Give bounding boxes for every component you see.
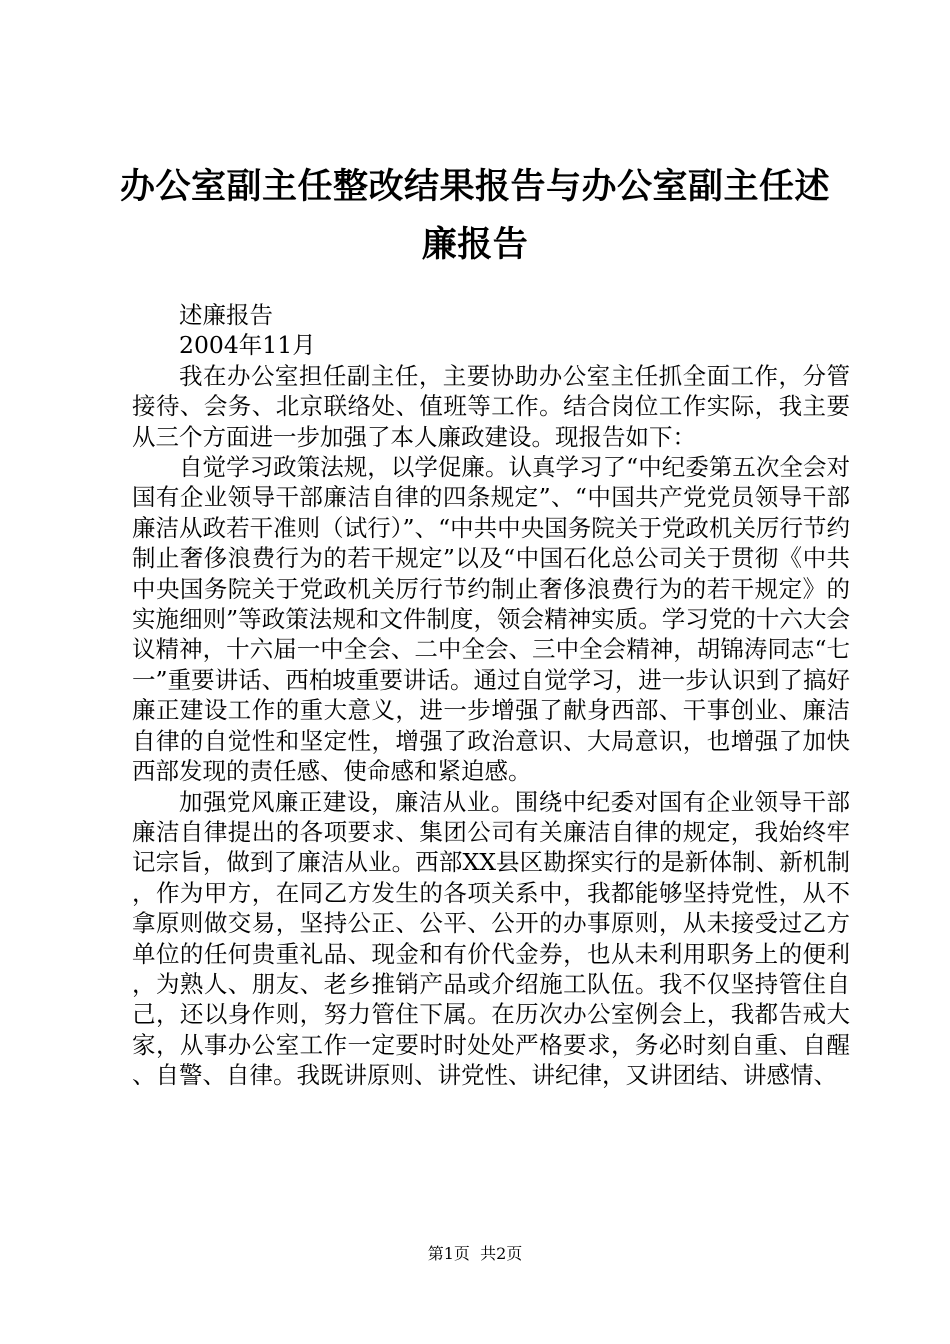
page-total: 共2页	[480, 1244, 523, 1263]
paragraph-integrity: 加强党风廉正建设，廉洁从业。围绕中纪委对国有企业领导干部廉洁自律提出的各项要求、集团公司有关廉洁自律的规定，我始终牢记宗旨，做到了廉洁从业。西部XX县区勘探实行的是新体制、新机制，作为甲方，在同乙方发生的各项关系中，我都能够坚持党性，从不拿原则做交易，坚持公正、公平、公开的办事原则，从未接受过乙方单位的任何贵重礼品、现金和有价代金券，也从未利用职务上的便利，为熟人、朋友、老乡推销产品或介绍施工队伍。我不仅坚持管住自己，还以身作则，努力管住下属。在历次办公室例会上，我都告戒大家，从事办公室工作一定要时时处处严格要求，务必时刻自重、自醒、自警、自律。我既讲原则、讲党性、讲纪律，又讲团结、讲感情、	[132, 787, 850, 1090]
report-subtitle: 述廉报告	[179, 301, 273, 329]
document-title: 办公室副主任整改结果报告与办公室副主任述廉报告	[119, 166, 830, 265]
paragraph-intro: 我在办公室担任副主任，主要协助办公室主任抓全面工作，分管接待、会务、北京联络处、值班等工作。结合岗位工作实际，我主要从三个方面进一步加强了本人廉政建设。现报告如下：	[132, 361, 850, 451]
document-body	[132, 300, 850, 1091]
footer-separator	[470, 1244, 480, 1263]
page-number: 第1页	[427, 1244, 470, 1263]
page-footer	[0, 1243, 950, 1265]
report-date: 2004年11月	[179, 331, 316, 360]
paragraph-study: 自觉学习政策法规，以学促廉。认真学习了“中纪委第五次全会对国有企业领导干部廉洁自律的四条规定”、“中国共产党党员领导干部廉洁从政若干准则（试行）”、“中共中央国务院关于党政机关厉行节约制止奢侈浪费行为的若干规定”以及“中国石化总公司关于贯彻《中共中央国务院关于党政机关厉行节约制止奢侈浪费行为的若干规定》的实施细则”等政策法规和文件制度，领会精神实质。学习党的十六大会议精神，十六届一中全会、二中全会、三中全会精神，胡锦涛同志“七一”重要讲话、西柏坡重要讲话。通过自觉学习，进一步认识到了搞好廉正建设工作的重大意义，进一步增强了献身西部、干事创业、廉洁自律的自觉性和坚定性，增强了政治意识、大局意识，也增强了加快西部发现的责任感、使命感和紧迫感。	[132, 453, 850, 786]
